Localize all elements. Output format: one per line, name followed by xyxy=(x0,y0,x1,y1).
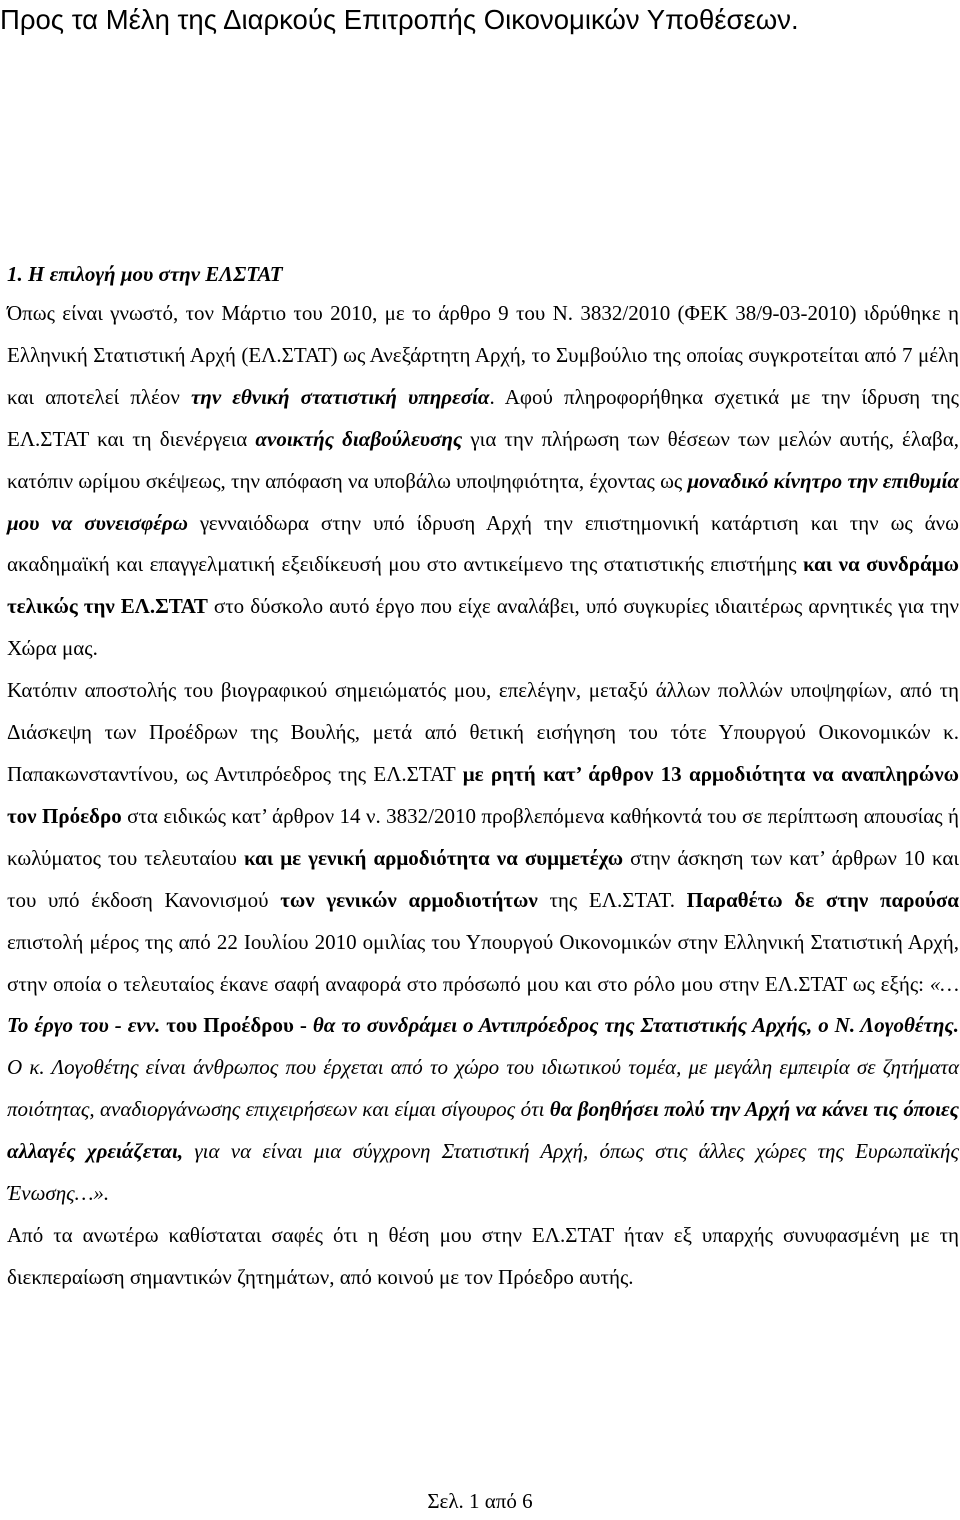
quote-italic: για να είναι μια σύγχρονη Στατιστική Αρχή, όπως στις άλλες χώρες της Ευρωπαϊκής Ένωσης…». xyxy=(7,1139,959,1206)
paragraph-selection xyxy=(7,670,959,1215)
text-run: της ΕΛ.ΣΤΑΤ. xyxy=(537,887,687,912)
section-heading: 1. Η επιλογή μου στην ΕΛΣΤΑΤ xyxy=(7,262,283,286)
text-run: Κατόπιν αποστολής του βιογραφικού σημειώματός μου, επελέγην, μεταξύ άλλων πολλών υποψηφίων, από τη Διάσκεψη των Προέδρων της Βουλής, μετά από θετική εισήγηση του τότε Υπουργού Οικονομικών κ. Παπακωνσταντίνου, ως Αντιπρόεδρος της ΕΛ.ΣΤΑΤ xyxy=(7,678,959,786)
emphasis-explicit-competence: με ρητή κατ’ άρθρον 13 αρμοδιότητα να αναπληρώνω τον Πρόεδρο xyxy=(7,761,959,828)
emphasis-sole-motive: μοναδικό κίνητρο την επιθυμία μου να συνεισφέρω xyxy=(7,468,960,535)
page-number: Σελ. 1 από 6 xyxy=(427,1489,533,1513)
quote-bold-italic: θα το συνδράμει ο Αντιπρόεδρος της Στατιστικής Αρχής, ο Ν. Λογοθέτης. xyxy=(312,1013,960,1038)
paragraph-appointment-context xyxy=(7,293,959,670)
text-run: επιστολή μέρος της από 22 Ιουλίου 2010 ομιλίας του Υπουργού Οικονομικών στην Ελληνική Στατιστική Αρχή, στην οποία ο τελευταίος έκανε σαφή αναφορά στο πρόσωπό μου και στο ρόλο μου στην ΕΛ.ΣΤΑΤ ως εξής: xyxy=(7,929,959,996)
emphasis-attached-letter: Παραθέτω δε στην παρούσα xyxy=(686,887,959,912)
emphasis-general-powers: των γενικών αρμοδιοτήτων xyxy=(280,887,538,912)
text-run: στην άσκηση των κατ’ άρθρων 10 και του υπό έκδοση Κανονισμού xyxy=(7,845,960,912)
page-title: Προς τα Μέλη της Διαρκούς Επιτροπής Οικονομικών Υποθέσεων. xyxy=(0,4,799,35)
quote-bold-italic: θα βοηθήσει πολύ την Αρχή να κάνει τις όποιες αλλαγές χρειάζεται, xyxy=(7,1097,959,1164)
quote-italic: Ο κ. Λογοθέτης είναι άνθρωπος που έρχεται από το χώρο του ιδιωτικού τομέα, με μεγάλη εμπειρία σε ζητήματα ποιότητας, αναδιοργάνωσης επιχειρήσεων και είμαι σίγουρος ότι xyxy=(7,1055,959,1122)
quote-bold-italic: Το έργο του - ενν. xyxy=(7,1013,167,1038)
document-body xyxy=(7,293,959,1299)
emphasis-assist-elstat: και να συνδράμω τελικώς την ΕΛ.ΣΤΑΤ xyxy=(7,552,959,619)
emphasis-national-statistical-service: την εθνική στατιστική υπηρεσία xyxy=(190,384,490,409)
text-run: Όπως είναι γνωστό, τον Μάρτιο του 2010, με το άρθρο 9 του Ν. 3832/2010 (ΦΕΚ 38/9-03-2010) ιδρύθηκε η Ελληνική Στατιστική Αρχή (ΕΛ.ΣΤΑΤ) ως Ανεξάρτητη Αρχή, το Συμβούλιο της οποίας συγκροτείται από 7 μέλη και αποτελεί πλέον xyxy=(7,301,959,409)
quote-bold: του Προέδρου - xyxy=(166,1013,313,1038)
text-run: Από τα ανωτέρω καθίσταται σαφές ότι η θέση μου στην ΕΛ.ΣΤΑΤ ήταν εξ υπαρχής συνυφασμένη με τη διεκπεραίωση σημαντικών ζητημάτων, από κοινού με τον Πρόεδρο αυτής. xyxy=(7,1222,959,1289)
paragraph-conclusion xyxy=(7,1215,959,1299)
text-run: στο δύσκολο αυτό έργο που είχε αναλάβει, υπό συγκυρίες ιδιαιτέρως αρνητικές για την Χώρα μας. xyxy=(7,594,959,661)
emphasis-general-competence: και με γενική αρμοδιότητα να συμμετέχω xyxy=(243,845,624,870)
text-run: . Αφού πληροφορήθηκα σχετικά με την ίδρυση της ΕΛ.ΣΤΑΤ και τη διενέργεια xyxy=(7,384,959,451)
text-run: γενναιόδωρα στην υπό ίδρυση Αρχή την επιστημονική κατάρτιση και την ως άνω ακαδημαϊκή και επαγγελματική εξειδίκευσή μου στο αντικείμενο της στατιστικής επιστήμης xyxy=(7,510,959,577)
text-run: για την πλήρωση των θέσεων των μελών αυτής, έλαβα, κατόπιν ωρίμου σκέψεως, την απόφαση να υποβάλω υποψηφιότητα, έχοντας ως xyxy=(7,426,959,493)
text-run: στα ειδικώς κατ’ άρθρον 14 ν. 3832/2010 προβλεπόμενα καθήκοντά του σε περίπτωση απουσίας ή κωλύματος του τελευταίου xyxy=(7,803,960,870)
quote-open: «… xyxy=(929,971,959,996)
emphasis-open-consultation: ανοικτής διαβούλευσης xyxy=(255,426,463,451)
